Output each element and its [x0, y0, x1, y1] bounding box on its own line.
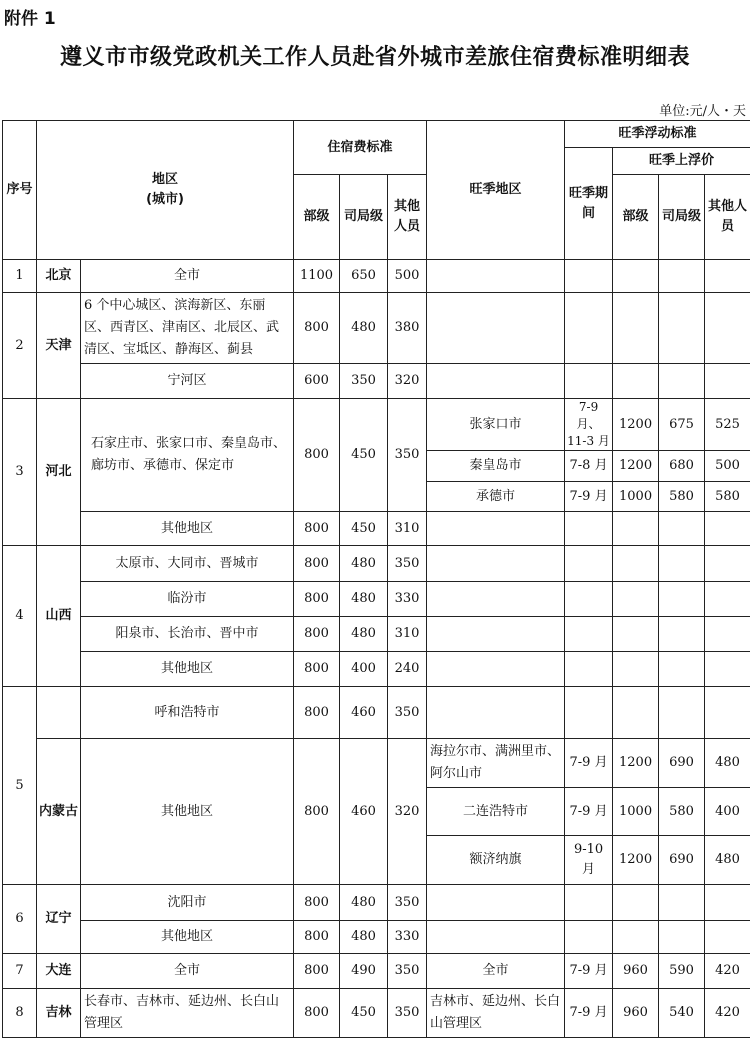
table-row: [3, 512, 750, 546]
table-row: [3, 687, 750, 739]
bureau-rate: 460: [340, 739, 388, 885]
table-row: [3, 582, 750, 617]
peak-dept-rate: 1000: [613, 482, 659, 512]
dept-rate: 800: [294, 399, 340, 512]
lodging-standard-table: [2, 120, 750, 1038]
other-rate: 320: [388, 739, 427, 885]
dept-rate: 800: [294, 739, 340, 885]
city-cell: 石家庄市、张家口市、秦皇岛市、廊坊市、承德市、保定市: [81, 399, 294, 512]
other-rate: 330: [388, 921, 427, 954]
header-peak-other: 其他人员: [705, 175, 750, 260]
city-cell: 6 个中心城区、滨海新区、东丽区、西青区、津南区、北辰区、武清区、宝坻区、静海区、蓟县: [81, 293, 294, 364]
dept-rate: 800: [294, 293, 340, 364]
dept-rate: 800: [294, 954, 340, 989]
bureau-rate: 450: [340, 512, 388, 546]
table-row: [3, 921, 750, 954]
peak-other-rate: 500: [705, 451, 750, 482]
other-rate: 380: [388, 293, 427, 364]
dept-rate: 800: [294, 512, 340, 546]
city-cell: 临汾市: [81, 582, 294, 617]
other-rate: 350: [388, 687, 427, 739]
peak-other-rate: 525: [705, 399, 750, 451]
peak-period: 7-9 月: [565, 954, 613, 989]
peak-other-rate: 400: [705, 788, 750, 836]
peak-area: 额济纳旗: [427, 836, 565, 885]
header-region-label: 地区: [39, 170, 291, 190]
city-cell: 沈阳市: [81, 885, 294, 921]
bureau-rate: 400: [340, 652, 388, 687]
header-peak-region: 旺季地区: [427, 121, 565, 260]
peak-area: 承德市: [427, 482, 565, 512]
peak-area: 吉林市、延边州、长白山管理区: [427, 989, 565, 1038]
province-name: 天津: [37, 293, 81, 399]
other-rate: 330: [388, 582, 427, 617]
table-row: [3, 652, 750, 687]
peak-period: 7-9 月: [565, 788, 613, 836]
table-row: [3, 617, 750, 652]
dept-rate: 1100: [294, 260, 340, 293]
header-peak-dept: 部级: [613, 175, 659, 260]
city-cell: 其他地区: [81, 739, 294, 885]
row-number: 8: [3, 989, 37, 1038]
row-number: 7: [3, 954, 37, 989]
dept-rate: 800: [294, 687, 340, 739]
bureau-rate: 480: [340, 921, 388, 954]
city-cell: 其他地区: [81, 652, 294, 687]
bureau-rate: 480: [340, 546, 388, 582]
header-peak-up: 旺季上浮价: [613, 148, 750, 175]
row-number: 4: [3, 546, 37, 687]
row-number: 2: [3, 293, 37, 399]
peak-dept-rate: 1200: [613, 451, 659, 482]
peak-bureau-rate: 580: [659, 482, 705, 512]
table-row: [3, 954, 750, 989]
dept-rate: 800: [294, 885, 340, 921]
peak-bureau-rate: 675: [659, 399, 705, 451]
city-cell: 其他地区: [81, 512, 294, 546]
row-number: 3: [3, 399, 37, 546]
peak-dept-rate: 1200: [613, 399, 659, 451]
attachment-label: 附件 1: [4, 4, 56, 29]
peak-bureau-rate: 580: [659, 788, 705, 836]
other-rate: 350: [388, 989, 427, 1038]
province-name: 大连: [37, 954, 81, 989]
province-name: 北京: [37, 260, 81, 293]
table-row: [3, 399, 750, 451]
peak-dept-rate: 1000: [613, 788, 659, 836]
province-name: 辽宁: [37, 885, 81, 954]
city-cell: 呼和浩特市: [81, 687, 294, 739]
header-region-sub: (城市): [39, 190, 291, 210]
peak-other-rate: 420: [705, 989, 750, 1038]
city-cell: 阳泉市、长治市、晋中市: [81, 617, 294, 652]
table-row: [3, 546, 750, 582]
other-rate: 310: [388, 617, 427, 652]
bureau-rate: 480: [340, 582, 388, 617]
peak-dept-rate: 1200: [613, 836, 659, 885]
city-cell: 其他地区: [81, 921, 294, 954]
table-row: [3, 739, 750, 788]
header-float-standard: 旺季浮动标准: [565, 121, 750, 148]
other-rate: 500: [388, 260, 427, 293]
province-name: 吉林: [37, 989, 81, 1038]
header-peak-bureau: 司局级: [659, 175, 705, 260]
city-cell: 太原市、大同市、晋城市: [81, 546, 294, 582]
page-title: 遵义市市级党政机关工作人员赴省外城市差旅住宿费标准明细表: [0, 40, 750, 71]
other-rate: 350: [388, 399, 427, 512]
peak-period: 7-9 月: [565, 989, 613, 1038]
peak-area: 秦皇岛市: [427, 451, 565, 482]
bureau-rate: 460: [340, 687, 388, 739]
unit-label: 单位:元/人・天: [659, 100, 746, 119]
peak-area: 海拉尔市、满洲里市、阿尔山市: [427, 739, 565, 788]
table-row: [3, 885, 750, 921]
header-region: [37, 121, 294, 260]
dept-rate: 800: [294, 546, 340, 582]
header-standard: 住宿费标准: [294, 121, 427, 175]
dept-rate: 800: [294, 652, 340, 687]
bureau-rate: 480: [340, 885, 388, 921]
peak-dept-rate: 960: [613, 989, 659, 1038]
header-peak-period: 旺季期间: [565, 148, 613, 260]
bureau-rate: 450: [340, 399, 388, 512]
table-row: [3, 260, 750, 293]
peak-period: 7-9 月、11-3 月: [565, 399, 613, 451]
table-row: [3, 293, 750, 364]
row-number: 5: [3, 687, 37, 885]
bureau-rate: 480: [340, 293, 388, 364]
row-number: 1: [3, 260, 37, 293]
peak-period: 7-8 月: [565, 451, 613, 482]
peak-dept-rate: 960: [613, 954, 659, 989]
bureau-rate: 490: [340, 954, 388, 989]
dept-rate: 800: [294, 617, 340, 652]
peak-area: 全市: [427, 954, 565, 989]
bureau-rate: 450: [340, 989, 388, 1038]
bureau-rate: 650: [340, 260, 388, 293]
city-cell: 长春市、吉林市、延边州、长白山管理区: [81, 989, 294, 1038]
city-cell: 全市: [81, 954, 294, 989]
other-rate: 310: [388, 512, 427, 546]
dept-rate: 800: [294, 582, 340, 617]
province-name: 内蒙古: [37, 739, 81, 885]
dept-rate: 800: [294, 921, 340, 954]
dept-rate: 800: [294, 989, 340, 1038]
peak-other-rate: 580: [705, 482, 750, 512]
other-rate: 350: [388, 954, 427, 989]
peak-bureau-rate: 680: [659, 451, 705, 482]
other-rate: 350: [388, 546, 427, 582]
header-bureau: 司局级: [340, 175, 388, 260]
city-cell: 宁河区: [81, 364, 294, 399]
peak-area: 张家口市: [427, 399, 565, 451]
peak-period: 7-9 月: [565, 739, 613, 788]
other-rate: 240: [388, 652, 427, 687]
peak-other-rate: 480: [705, 836, 750, 885]
peak-dept-rate: 1200: [613, 739, 659, 788]
peak-bureau-rate: 690: [659, 739, 705, 788]
other-rate: 320: [388, 364, 427, 399]
peak-bureau-rate: 690: [659, 836, 705, 885]
province-name: 河北: [37, 399, 81, 546]
table-row: [3, 989, 750, 1038]
bureau-rate: 480: [340, 617, 388, 652]
peak-period: 7-9 月: [565, 482, 613, 512]
header-other: 其他人员: [388, 175, 427, 260]
header-seq: 序号: [3, 121, 37, 260]
table-row: [3, 364, 750, 399]
peak-period: 9-10 月: [565, 836, 613, 885]
peak-bureau-rate: 540: [659, 989, 705, 1038]
dept-rate: 600: [294, 364, 340, 399]
row-number: 6: [3, 885, 37, 954]
other-rate: 350: [388, 885, 427, 921]
province-name: 山西: [37, 546, 81, 687]
peak-other-rate: 480: [705, 739, 750, 788]
city-cell: 全市: [81, 260, 294, 293]
header-dept: 部级: [294, 175, 340, 260]
peak-bureau-rate: 590: [659, 954, 705, 989]
peak-area: 二连浩特市: [427, 788, 565, 836]
bureau-rate: 350: [340, 364, 388, 399]
peak-other-rate: 420: [705, 954, 750, 989]
